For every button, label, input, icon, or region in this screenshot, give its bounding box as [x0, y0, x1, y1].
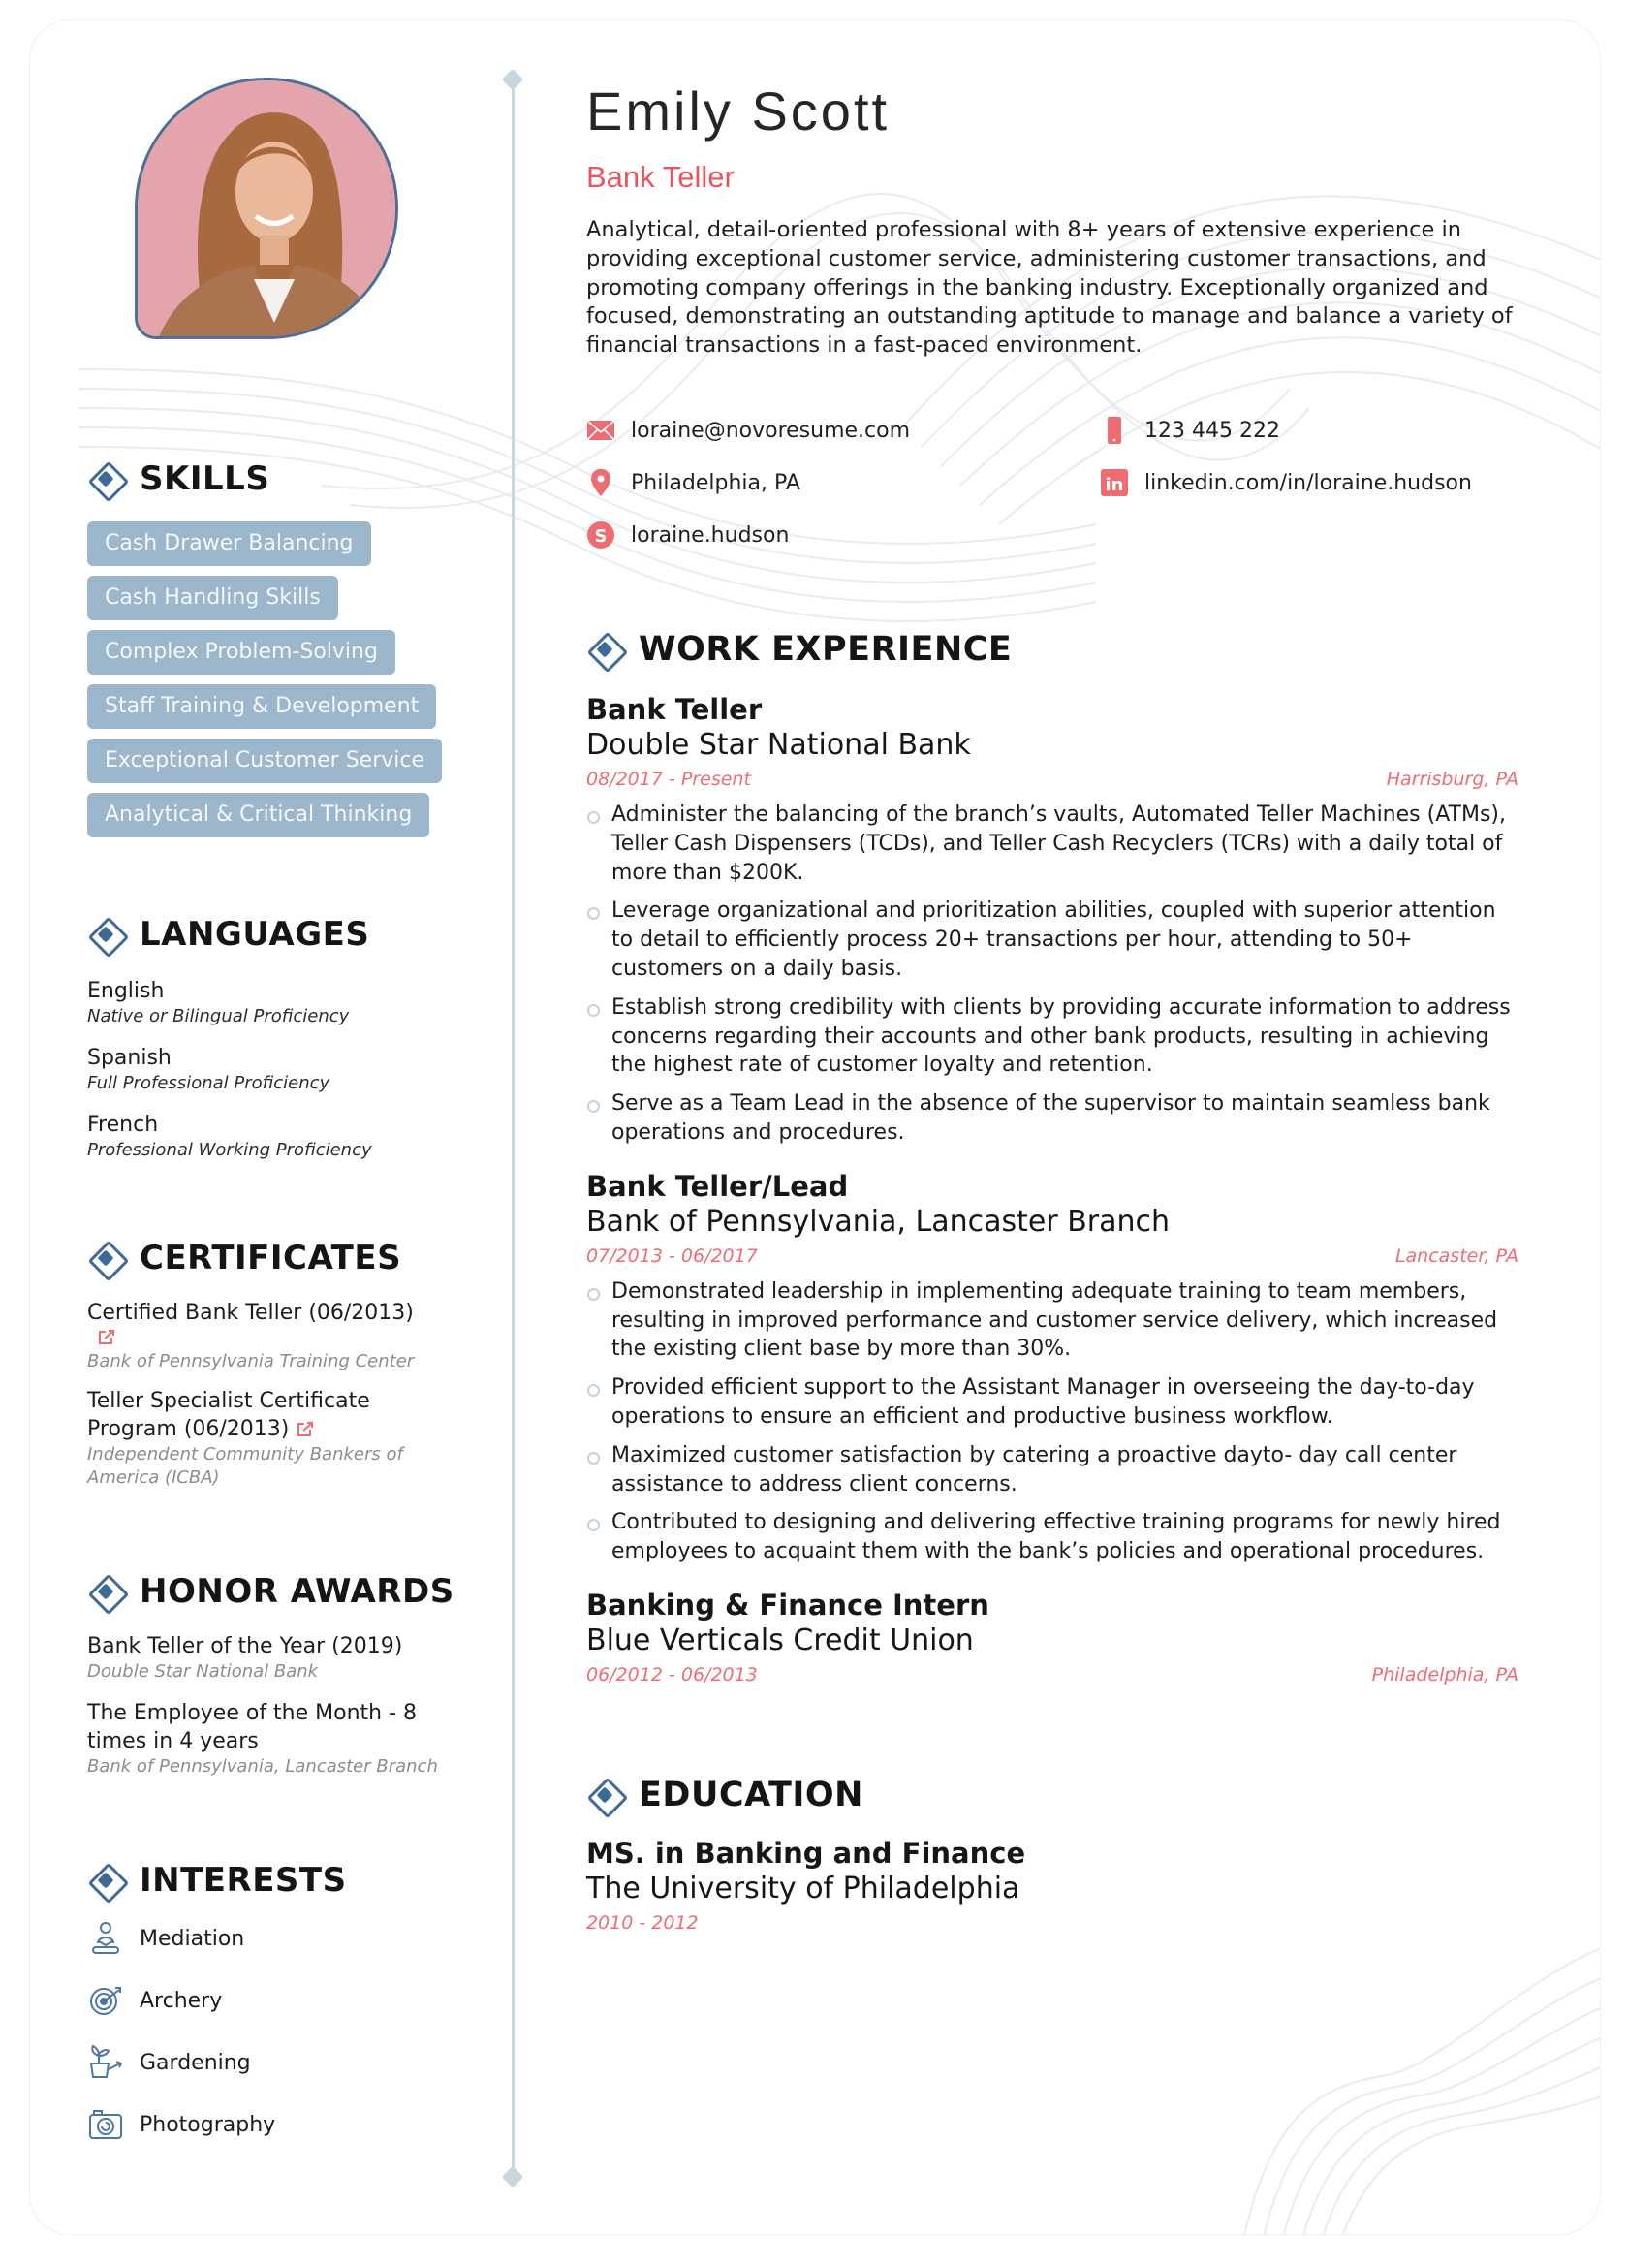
- external-link-icon[interactable]: [97, 1329, 116, 1346]
- section-diamond-icon: [87, 460, 124, 497]
- skills-section: [87, 457, 494, 837]
- section-title: SKILLS: [140, 459, 270, 498]
- certificate-issuer: Bank of Pennsylvania Training Center: [87, 1351, 415, 1371]
- candidate-name: Emily Scott: [586, 80, 891, 142]
- interest-label: Archery: [140, 1988, 223, 2013]
- skill-tag: Staff Training & Development: [87, 684, 436, 729]
- work-experience-section: [586, 628, 1518, 1710]
- section-title: WORK EXPERIENCE: [639, 630, 1013, 669]
- job-company: Blue Verticals Credit Union: [586, 1622, 974, 1657]
- contact-phone[interactable]: 123 445 222: [1100, 415, 1517, 446]
- location-icon: [586, 468, 615, 497]
- language-item: [87, 1111, 494, 1162]
- contact-email[interactable]: loraine@novoresume.com: [586, 415, 1100, 446]
- camera-icon: [87, 2106, 124, 2143]
- language-level: Professional Working Proficiency: [87, 1140, 372, 1160]
- language-name: Spanish: [87, 1046, 172, 1070]
- contact-linkedin[interactable]: in linkedin.com/in/loraine.hudson: [1100, 467, 1517, 498]
- certificate-item: [87, 1387, 494, 1490]
- section-diamond-icon: [586, 1777, 623, 1813]
- award-title: Bank Teller of the Year (2019): [87, 1634, 403, 1658]
- award-item: [87, 1632, 494, 1684]
- job-role: Bank Teller/Lead: [586, 1169, 849, 1203]
- award-item: [87, 1699, 494, 1779]
- education-school: The University of Philadelphia: [586, 1872, 1020, 1906]
- section-title: HONOR AWARDS: [140, 1572, 454, 1611]
- interest-item: [87, 2041, 494, 2084]
- interest-label: Photography: [140, 2112, 276, 2137]
- job-entry: [586, 692, 1518, 1148]
- skill-tag: Exceptional Customer Service: [87, 739, 442, 783]
- candidate-title: Bank Teller: [586, 160, 735, 194]
- contact-info: [586, 415, 1518, 551]
- section-title: INTERESTS: [140, 1861, 347, 1900]
- section-diamond-icon: [87, 1862, 124, 1899]
- award-org: Bank of Pennsylvania, Lancaster Branch: [87, 1756, 438, 1777]
- language-level: Native or Bilingual Proficiency: [87, 1006, 350, 1026]
- job-entry: [586, 1169, 1518, 1566]
- svg-text:S: S: [594, 526, 608, 547]
- job-bullet: Leverage organizational and prioritization abilities, coupled with superior attention to detail to efficiently process 20+ transactions per hour, attending to 50+ customers on a daily basis.: [586, 897, 1518, 983]
- skill-tag: Cash Handling Skills: [87, 576, 338, 620]
- certificates-section: [87, 1237, 494, 1490]
- language-item: [87, 1044, 494, 1095]
- column-divider: [512, 78, 515, 2176]
- education-item: [586, 1836, 1518, 1937]
- section-title: EDUCATION: [639, 1776, 863, 1814]
- language-item: [87, 977, 494, 1028]
- phone-icon: [1100, 416, 1129, 445]
- linkedin-icon: [1100, 468, 1129, 497]
- job-role: Banking & Finance Intern: [586, 1588, 989, 1622]
- language-name: English: [87, 979, 165, 1003]
- education-section: [586, 1774, 1518, 1937]
- interest-label: Mediation: [140, 1926, 245, 1951]
- job-location: Lancaster, PA: [1394, 1244, 1518, 1267]
- meditation-icon: [87, 1920, 124, 1957]
- skype-icon: [586, 520, 615, 550]
- job-company: Double Star National Bank: [586, 728, 971, 762]
- certificate-title: Teller Specialist Certificate: [87, 1389, 370, 1413]
- award-title: The Employee of the Month - 8 times in 4 years: [87, 1701, 418, 1753]
- job-dates: 07/2013 - 06/2017: [586, 1244, 758, 1267]
- external-link-icon[interactable]: [296, 1421, 315, 1438]
- profile-photo: [135, 78, 398, 339]
- interest-item: [87, 1917, 494, 1960]
- job-dates: 06/2012 - 06/2013: [586, 1663, 758, 1685]
- archery-icon: [87, 1982, 124, 2019]
- skill-tag: Complex Problem-Solving: [87, 630, 395, 675]
- awards-section: [87, 1570, 494, 1779]
- job-bullet: Administer the balancing of the branch’s vaults, Automated Teller Machines (ATMs), Teller Cash Dispensers (TCDs), and Teller Cash Recyclers (TCRs) with a daily total of more than $200K.: [586, 801, 1518, 887]
- section-diamond-icon: [586, 631, 623, 668]
- portrait-image: [138, 80, 398, 339]
- interest-label: Gardening: [140, 2050, 251, 2075]
- job-bullet: Maximized customer satisfaction by catering a proactive dayto- day call center assistance to address client concerns.: [586, 1441, 1518, 1499]
- job-bullet: Serve as a Team Lead in the absence of the supervisor to maintain seamless bank operations and procedures.: [586, 1089, 1518, 1148]
- job-bullet: Provided efficient support to the Assistant Manager in overseeing the day-to-day operations to ensure an efficient and productive business workflow.: [586, 1373, 1518, 1432]
- section-title: LANGUAGES: [140, 915, 370, 954]
- skill-tag: Analytical & Critical Thinking: [87, 793, 429, 837]
- job-location: Harrisburg, PA: [1386, 769, 1518, 790]
- interests-section: [87, 1859, 494, 2165]
- education-dates: 2010 - 2012: [586, 1912, 699, 1934]
- certificate-issuer: Independent Community Bankers of America (ICBA): [87, 1444, 403, 1488]
- skill-tag: Cash Drawer Balancing: [87, 521, 371, 566]
- certificate-title: Program (06/2013): [87, 1417, 290, 1441]
- job-dates: 08/2017 - Present: [586, 769, 751, 790]
- summary-text: Analytical, detail-oriented professional with 8+ years of extensive experience in providing exceptional customer service, administering customer transactions, and promoting company offerings in the banking industry. Exceptionally organized and focused, demonstrating an outstanding aptitude to manage and balance a variety of financial transactions in a fast-paced environment.: [586, 217, 1513, 359]
- job-bullet: Contributed to designing and delivering effective training programs for newly hired employees to acquaint them with the bank’s policies and operational procedures.: [586, 1508, 1518, 1566]
- section-title: CERTIFICATES: [140, 1239, 402, 1277]
- resume-header: [586, 79, 1518, 361]
- job-role: Bank Teller: [586, 693, 763, 726]
- contact-skype[interactable]: S loraine.hudson: [586, 520, 1100, 551]
- certificate-item: [87, 1299, 494, 1373]
- award-org: Double Star National Bank: [87, 1661, 319, 1682]
- svg-text:in: in: [1105, 475, 1124, 495]
- job-company: Bank of Pennsylvania, Lancaster Branch: [586, 1204, 1171, 1239]
- interest-item: [87, 2103, 494, 2146]
- languages-section: [87, 913, 494, 1162]
- certificate-title: Certified Bank Teller (06/2013): [87, 1301, 414, 1325]
- language-name: French: [87, 1113, 159, 1137]
- education-degree: MS. in Banking and Finance: [586, 1837, 1026, 1870]
- job-bullet: Demonstrated leadership in implementing adequate training to team members, resulting in improved performance and customer service delivery, which increased the existing client base by more than 30%.: [586, 1277, 1518, 1364]
- section-diamond-icon: [87, 916, 124, 953]
- job-location: Philadelphia, PA: [1371, 1663, 1518, 1685]
- gardening-icon: [87, 2044, 124, 2081]
- job-entry: [586, 1588, 1518, 1688]
- interest-item: [87, 1979, 494, 2022]
- section-diamond-icon: [87, 1240, 124, 1276]
- email-icon: [586, 416, 615, 445]
- skills-list: [87, 521, 494, 837]
- language-level: Full Professional Proficiency: [87, 1073, 330, 1093]
- section-diamond-icon: [87, 1573, 124, 1610]
- contact-location[interactable]: Philadelphia, PA: [586, 467, 1100, 498]
- job-bullet: Establish strong credibility with clients by providing accurate information to address concerns regarding their accounts and other bank products, resulting in achieving the highest rate of customer loyalty and retention.: [586, 993, 1518, 1080]
